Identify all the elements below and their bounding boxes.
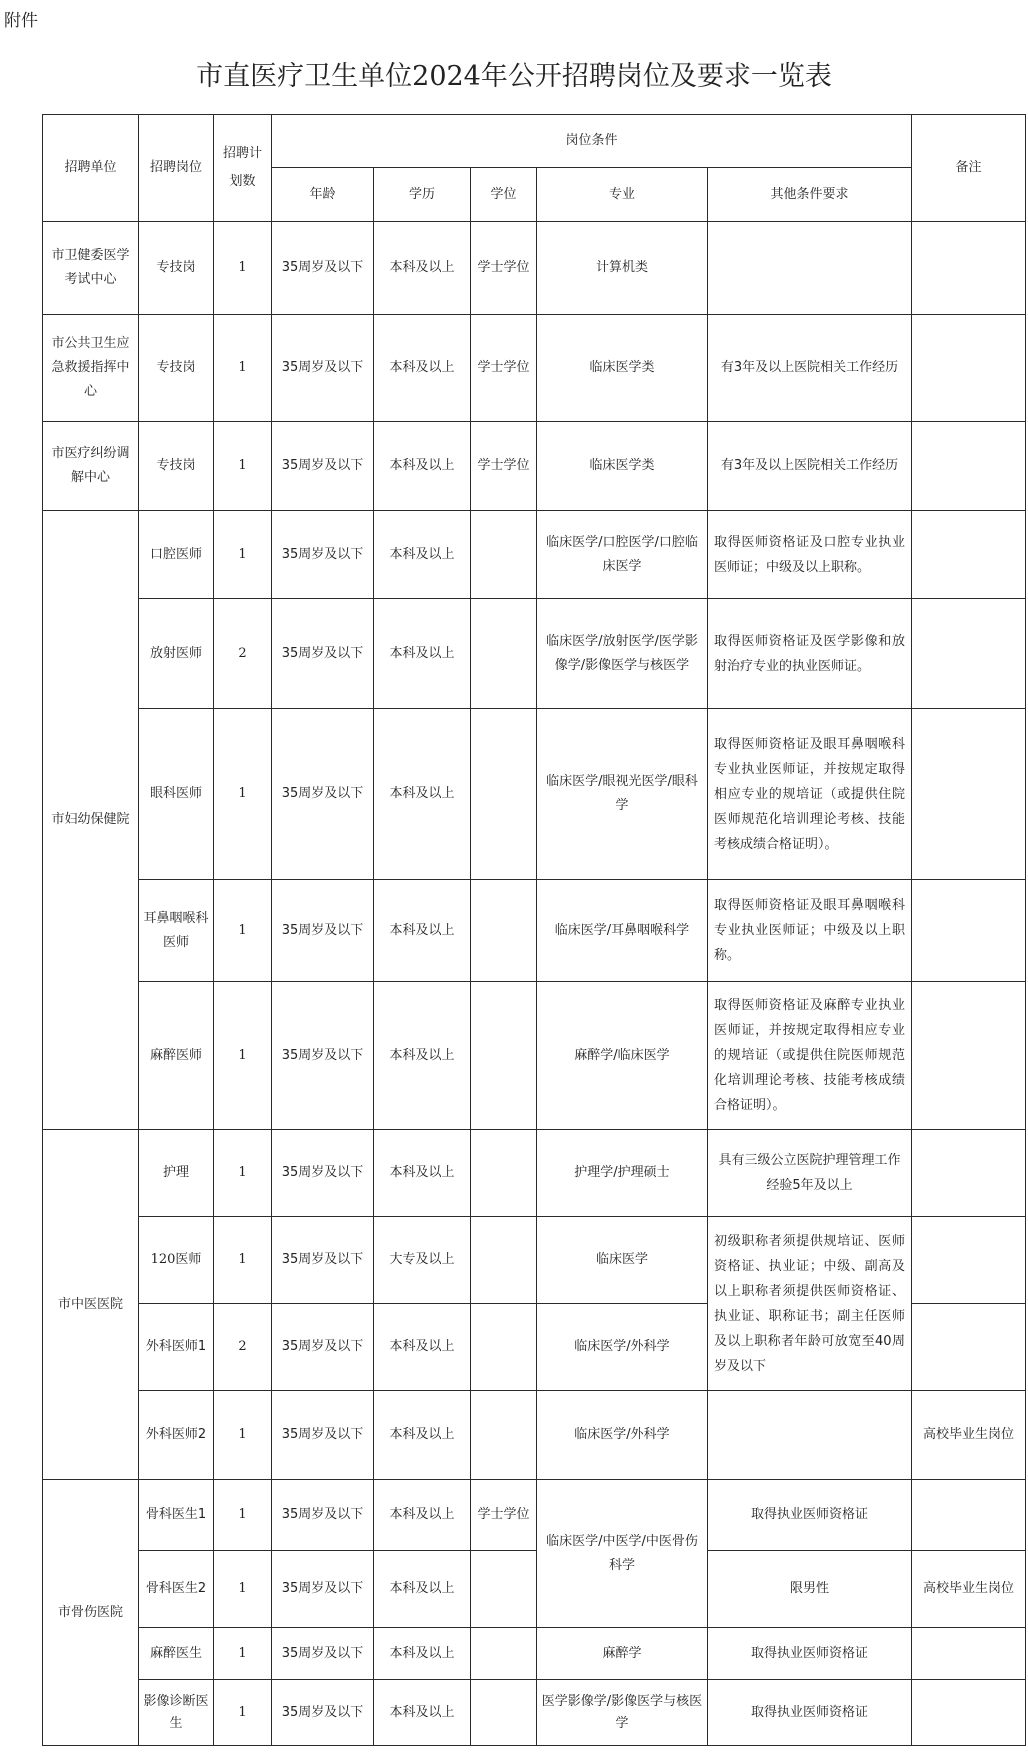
major-cell: 临床医学/外科学 [537, 1391, 708, 1480]
position-cell: 外科医师2 [139, 1391, 214, 1480]
education-cell: 大专及以上 [374, 1217, 471, 1304]
major-cell: 临床医学/口腔医学/口腔临床医学 [537, 511, 708, 599]
degree-cell [471, 1130, 537, 1217]
remarks-cell [912, 709, 1026, 880]
remarks-cell [912, 1480, 1026, 1551]
age-cell: 35周岁及以下 [272, 709, 374, 880]
count-cell: 1 [214, 1130, 272, 1217]
other-cell: 有3年及以上医院相关工作经历 [708, 422, 912, 511]
position-cell: 影像诊断医生 [139, 1680, 214, 1746]
education-cell: 本科及以上 [374, 1391, 471, 1480]
attachment-label: 附件 [4, 11, 38, 31]
remarks-cell [912, 1217, 1026, 1304]
remarks-cell: 高校毕业生岗位 [912, 1551, 1026, 1628]
remarks-cell: 高校毕业生岗位 [912, 1391, 1026, 1480]
other-cell: 取得医师资格证及眼耳鼻咽喉科专业执业医师证，并按规定取得相应专业的规培证（或提供住院医师规范化培训理论考核、技能考核成绩合格证明）。 [708, 709, 912, 880]
degree-cell [471, 511, 537, 599]
position-cell: 护理 [139, 1130, 214, 1217]
position-cell: 专技岗 [139, 422, 214, 511]
unit-cell: 市卫健委医学考试中心 [43, 222, 139, 315]
education-cell: 本科及以上 [374, 1551, 471, 1628]
table-row [43, 1680, 1026, 1746]
degree-cell [471, 880, 537, 982]
other-cell: 取得医师资格证及麻醉专业执业医师证，并按规定取得相应专业的规培证（或提供住院医师规范化培训理论考核、技能考核成绩合格证明）。 [708, 982, 912, 1130]
count-cell: 1 [214, 1680, 272, 1746]
header-plan-count: 招聘计划数 [214, 115, 272, 222]
degree-cell [471, 1680, 537, 1746]
education-cell: 本科及以上 [374, 1304, 471, 1391]
other-cell: 取得执业医师资格证 [708, 1628, 912, 1680]
remarks-cell [912, 599, 1026, 709]
unit-cell: 市医疗纠纷调解中心 [43, 422, 139, 511]
unit-cell: 市妇幼保健院 [43, 511, 139, 1130]
major-cell: 护理学/护理硕士 [537, 1130, 708, 1217]
remarks-cell [912, 1304, 1026, 1391]
remarks-cell [912, 1680, 1026, 1746]
other-cell: 初级职称者须提供规培证、医师资格证、执业证；中级、副高及以上职称者须提供医师资格证、执业证、职称证书；副主任医师及以上职称者年龄可放宽至40周岁及以下 [708, 1217, 912, 1391]
education-cell: 本科及以上 [374, 315, 471, 422]
recruitment-table [42, 114, 1026, 1746]
remarks-cell [912, 1628, 1026, 1680]
count-cell: 1 [214, 709, 272, 880]
unit-cell: 市骨伤医院 [43, 1480, 139, 1746]
education-cell: 本科及以上 [374, 709, 471, 880]
age-cell: 35周岁及以下 [272, 1391, 374, 1480]
degree-cell [471, 1304, 537, 1391]
age-cell: 35周岁及以下 [272, 982, 374, 1130]
degree-cell [471, 1217, 537, 1304]
age-cell: 35周岁及以下 [272, 1680, 374, 1746]
other-cell: 具有三级公立医院护理管理工作经验5年及以上 [708, 1130, 912, 1217]
age-cell: 35周岁及以下 [272, 1217, 374, 1304]
count-cell: 1 [214, 1480, 272, 1551]
age-cell: 35周岁及以下 [272, 599, 374, 709]
major-cell: 临床医学 [537, 1217, 708, 1304]
other-cell: 限男性 [708, 1551, 912, 1628]
degree-cell [471, 709, 537, 880]
table-row [43, 511, 1026, 599]
count-cell: 1 [214, 222, 272, 315]
count-cell: 2 [214, 1304, 272, 1391]
count-cell: 1 [214, 422, 272, 511]
count-cell: 1 [214, 1628, 272, 1680]
degree-cell [471, 1628, 537, 1680]
position-cell: 耳鼻咽喉科医师 [139, 880, 214, 982]
age-cell: 35周岁及以下 [272, 511, 374, 599]
degree-cell [471, 599, 537, 709]
position-cell: 骨科医生1 [139, 1480, 214, 1551]
education-cell: 本科及以上 [374, 222, 471, 315]
table-row [43, 599, 1026, 709]
position-cell: 骨科医生2 [139, 1551, 214, 1628]
major-cell: 临床医学/放射医学/医学影像学/影像医学与核医学 [537, 599, 708, 709]
age-cell: 35周岁及以下 [272, 1304, 374, 1391]
major-cell: 临床医学/眼视光医学/眼科学 [537, 709, 708, 880]
count-cell: 1 [214, 982, 272, 1130]
education-cell: 本科及以上 [374, 1480, 471, 1551]
page-title: 市直医疗卫生单位2024年公开招聘岗位及要求一览表 [196, 61, 832, 92]
unit-cell: 市公共卫生应急救援指挥中心 [43, 315, 139, 422]
table-row [43, 1217, 1026, 1304]
remarks-cell [912, 1130, 1026, 1217]
major-cell: 麻醉学 [537, 1628, 708, 1680]
age-cell: 35周岁及以下 [272, 880, 374, 982]
header-education: 学历 [374, 168, 471, 222]
major-cell: 计算机类 [537, 222, 708, 315]
position-cell: 麻醉医师 [139, 982, 214, 1130]
other-cell: 取得执业医师资格证 [708, 1480, 912, 1551]
position-cell: 眼科医师 [139, 709, 214, 880]
degree-cell: 学士学位 [471, 1480, 537, 1551]
position-cell: 外科医师1 [139, 1304, 214, 1391]
age-cell: 35周岁及以下 [272, 1480, 374, 1551]
degree-cell: 学士学位 [471, 222, 537, 315]
education-cell: 本科及以上 [374, 422, 471, 511]
major-cell: 临床医学类 [537, 315, 708, 422]
position-cell: 专技岗 [139, 315, 214, 422]
position-cell: 120医师 [139, 1217, 214, 1304]
header-row [43, 115, 1026, 168]
unit-cell: 市中医医院 [43, 1130, 139, 1480]
table-row [43, 982, 1026, 1130]
degree-cell [471, 1391, 537, 1480]
major-cell: 临床医学/外科学 [537, 1304, 708, 1391]
education-cell: 本科及以上 [374, 880, 471, 982]
remarks-cell [912, 222, 1026, 315]
major-cell: 医学影像学/影像医学与核医学 [537, 1680, 708, 1746]
major-cell: 临床医学类 [537, 422, 708, 511]
other-cell: 取得医师资格证及眼耳鼻咽喉科专业执业医师证；中级及以上职称。 [708, 880, 912, 982]
other-cell: 取得执业医师资格证 [708, 1680, 912, 1746]
major-cell: 临床医学/耳鼻咽喉科学 [537, 880, 708, 982]
count-cell: 2 [214, 599, 272, 709]
education-cell: 本科及以上 [374, 1628, 471, 1680]
remarks-cell [912, 315, 1026, 422]
table-row [43, 880, 1026, 982]
age-cell: 35周岁及以下 [272, 315, 374, 422]
other-cell: 取得医师资格证及口腔专业执业医师证；中级及以上职称。 [708, 511, 912, 599]
age-cell: 35周岁及以下 [272, 422, 374, 511]
remarks-cell [912, 880, 1026, 982]
degree-cell [471, 1551, 537, 1628]
other-cell [708, 222, 912, 315]
age-cell: 35周岁及以下 [272, 1130, 374, 1217]
header-age: 年龄 [272, 168, 374, 222]
count-cell: 1 [214, 511, 272, 599]
header-major: 专业 [537, 168, 708, 222]
table-row [43, 1130, 1026, 1217]
table-row [43, 1480, 1026, 1551]
other-cell: 有3年及以上医院相关工作经历 [708, 315, 912, 422]
count-cell: 1 [214, 1217, 272, 1304]
count-cell: 1 [214, 1391, 272, 1480]
other-cell: 取得医师资格证及医学影像和放射治疗专业的执业医师证。 [708, 599, 912, 709]
education-cell: 本科及以上 [374, 599, 471, 709]
position-cell: 麻醉医生 [139, 1628, 214, 1680]
count-cell: 1 [214, 315, 272, 422]
position-cell: 口腔医师 [139, 511, 214, 599]
count-cell: 1 [214, 1551, 272, 1628]
table-row [43, 315, 1026, 422]
header-degree: 学位 [471, 168, 537, 222]
remarks-cell [912, 982, 1026, 1130]
table-row [43, 222, 1026, 315]
education-cell: 本科及以上 [374, 1130, 471, 1217]
position-cell: 专技岗 [139, 222, 214, 315]
remarks-cell [912, 511, 1026, 599]
education-cell: 本科及以上 [374, 511, 471, 599]
age-cell: 35周岁及以下 [272, 1551, 374, 1628]
position-cell: 放射医师 [139, 599, 214, 709]
header-unit: 招聘单位 [43, 115, 139, 222]
other-cell [708, 1391, 912, 1480]
education-cell: 本科及以上 [374, 1680, 471, 1746]
remarks-cell [912, 422, 1026, 511]
major-cell: 麻醉学/临床医学 [537, 982, 708, 1130]
header-remarks: 备注 [912, 115, 1026, 222]
degree-cell: 学士学位 [471, 422, 537, 511]
major-cell: 临床医学/中医学/中医骨伤科学 [537, 1480, 708, 1628]
count-cell: 1 [214, 880, 272, 982]
table-row [43, 1551, 1026, 1628]
header-other: 其他条件要求 [708, 168, 912, 222]
header-conditions: 岗位条件 [272, 115, 912, 168]
degree-cell: 学士学位 [471, 315, 537, 422]
table-row [43, 422, 1026, 511]
degree-cell [471, 982, 537, 1130]
table-row [43, 709, 1026, 880]
age-cell: 35周岁及以下 [272, 1628, 374, 1680]
age-cell: 35周岁及以下 [272, 222, 374, 315]
table-row [43, 1391, 1026, 1480]
header-position: 招聘岗位 [139, 115, 214, 222]
education-cell: 本科及以上 [374, 982, 471, 1130]
table-row [43, 1628, 1026, 1680]
